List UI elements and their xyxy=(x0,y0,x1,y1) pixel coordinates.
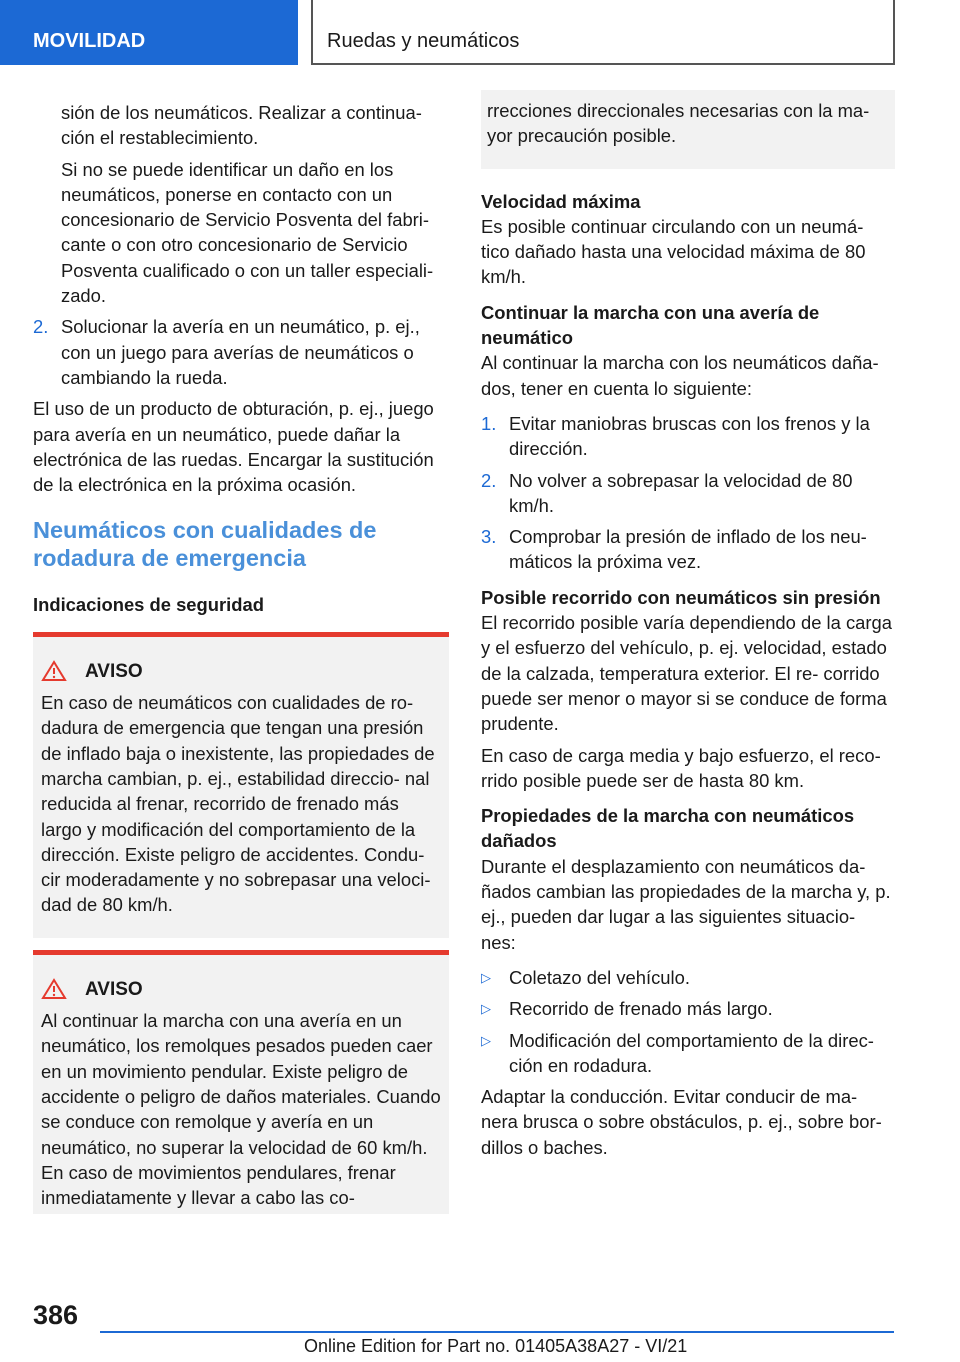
warning-text: Al continuar la marcha con una avería en un neumático, los remolques pesados pueden caer en un movimiento pendular. Existe peligro de accidente o peligro de daños materiales. Cuando se conduce con remolque y avería en un neumático, no superar la velocidad de 60 km/h. En caso de movimientos pendulares, frenar inmediatamente y llevar a cabo las co- xyxy=(41,1010,441,1209)
step-number: 2. xyxy=(481,469,497,491)
warning-triangle-icon xyxy=(41,660,85,682)
list-item-bullet xyxy=(481,965,895,990)
page-number: 386 xyxy=(33,1300,79,1330)
paragraph-range-2: En caso de carga media y bajo esfuerzo, el reco- rrido posible puede ser de hasta 80 km. xyxy=(481,744,881,791)
subheading-continue: Continuar la marcha con una avería de neumático xyxy=(481,301,820,349)
warning-continuation xyxy=(481,90,895,169)
left-column xyxy=(33,100,449,1214)
section-heading: Neumáticos con cualidades de rodadura de emergencia xyxy=(33,517,377,571)
subheading-range: Posible recorrido con neumáticos sin presión xyxy=(481,586,881,608)
step-number: 1. xyxy=(481,412,497,434)
edition-note: Online Edition for Part no. 01405A38A27 - VI/21 xyxy=(304,1336,688,1356)
paragraph-continue: Al continuar la marcha con los neumáticos daña- dos, tener en cuenta lo siguiente: xyxy=(481,352,879,399)
right-column xyxy=(481,100,895,1160)
bullet-triangle-icon: ▷ xyxy=(481,969,491,985)
list-item-step-1 xyxy=(481,411,895,462)
list-item-bullet xyxy=(481,1028,895,1079)
warning-continuation-text: rrecciones direccionales necesarias con la ma- yor precaución posible. xyxy=(487,100,870,147)
warning-title xyxy=(41,977,441,1002)
warning-label: AVISO xyxy=(85,978,143,1000)
paragraph-final: Adaptar la conducción. Evitar conducir de ma- nera brusca o sobre obstáculos, p. ej., sobre bor- dillos o baches. xyxy=(481,1086,882,1158)
warning-box-1 xyxy=(33,632,449,938)
paragraph-properties: Durante el desplazamiento con neumáticos da- ñados cambian las propiedades de la marcha y, p. ej., pueden dar lugar a las siguientes situacio- nes: xyxy=(481,855,891,953)
step-number: 3. xyxy=(481,526,497,548)
warning-box-2 xyxy=(33,950,449,1215)
step-text: Solucionar la avería en un neumático, p. ej., con un juego para averías de neumáticos o cambiando la rueda. xyxy=(61,316,420,388)
footer-divider xyxy=(100,1331,894,1333)
list-item-step-3 xyxy=(481,524,895,575)
warning-label: AVISO xyxy=(85,660,143,682)
warning-triangle-icon xyxy=(41,978,85,1000)
subheading-properties: Propiedades de la marcha con neumáticos dañados xyxy=(481,805,855,852)
bullet-text: Modificación del comportamiento de la direc- ción en rodadura. xyxy=(509,1029,874,1076)
paragraph-continuation: sión de los neumáticos. Realizar a continua- ción el restablecimiento. xyxy=(61,102,422,149)
step-text: No volver a sobrepasar la velocidad de 80 km/h. xyxy=(509,469,853,516)
step-number: 2. xyxy=(33,316,49,338)
paragraph-range-1: El recorrido posible varía dependiendo de la carga y el esfuerzo del vehículo, p. ej. velocidad, estado de la calzada, temperatura exterior. El re- corrido puede ser menor o mayor si se conduce de forma prudente. xyxy=(481,612,892,735)
subheading-safety: Indicaciones de seguridad xyxy=(33,594,264,616)
list-item-step-2 xyxy=(33,314,449,390)
section-tab: MOVILIDAD xyxy=(0,0,298,65)
paragraph-max-speed: Es posible continuar circulando con un neumá- tico dañado hasta una velocidad máxima de 80 km/h. xyxy=(481,215,866,288)
warning-title xyxy=(41,659,441,684)
paragraph-contact: Si no se puede identificar un daño en los neumáticos, ponerse en contacto con un concesionario de Servicio Posventa del fabri- cante o con otro concesionario de Servicio Posventa cualificado o con un taller especiali- zado. xyxy=(61,158,434,307)
step-text: Evitar maniobras bruscas con los frenos y la dirección. xyxy=(509,412,870,460)
paragraph-sealant: El uso de un producto de obturación, p. ej., juego para avería en un neumático, puede dañar la electrónica de las ruedas. Encargar la sustitución de la electrónica en la próxima ocasión. xyxy=(33,398,434,496)
chapter-title: Ruedas y neumáticos xyxy=(311,0,895,65)
subheading-max-speed: Velocidad máxima xyxy=(481,190,641,212)
step-text: Comprobar la presión de inflado de los neu- máticos la próxima vez. xyxy=(509,526,867,573)
bullet-text: Coletazo del vehículo. xyxy=(509,966,690,988)
list-item-bullet xyxy=(481,996,895,1021)
list-item-step-2 xyxy=(481,468,895,519)
bullet-text: Recorrido de frenado más largo. xyxy=(509,998,773,1020)
bullet-triangle-icon: ▷ xyxy=(481,1001,491,1017)
warning-text: En caso de neumáticos con cualidades de ro- dadura de emergencia que tengan una presión de inflado baja o inexistente, las propiedades de marcha cambian, p. ej., estabilidad direccio- nal reducida al frenar, recorrido de frenado más largo y modificación del comportamiento de la dirección. Existe peligro de accidentes. Condu- cir moderadamente y no sobrepasar una veloci- dad de 80 km/h. xyxy=(41,692,435,916)
bullet-triangle-icon: ▷ xyxy=(481,1032,491,1048)
